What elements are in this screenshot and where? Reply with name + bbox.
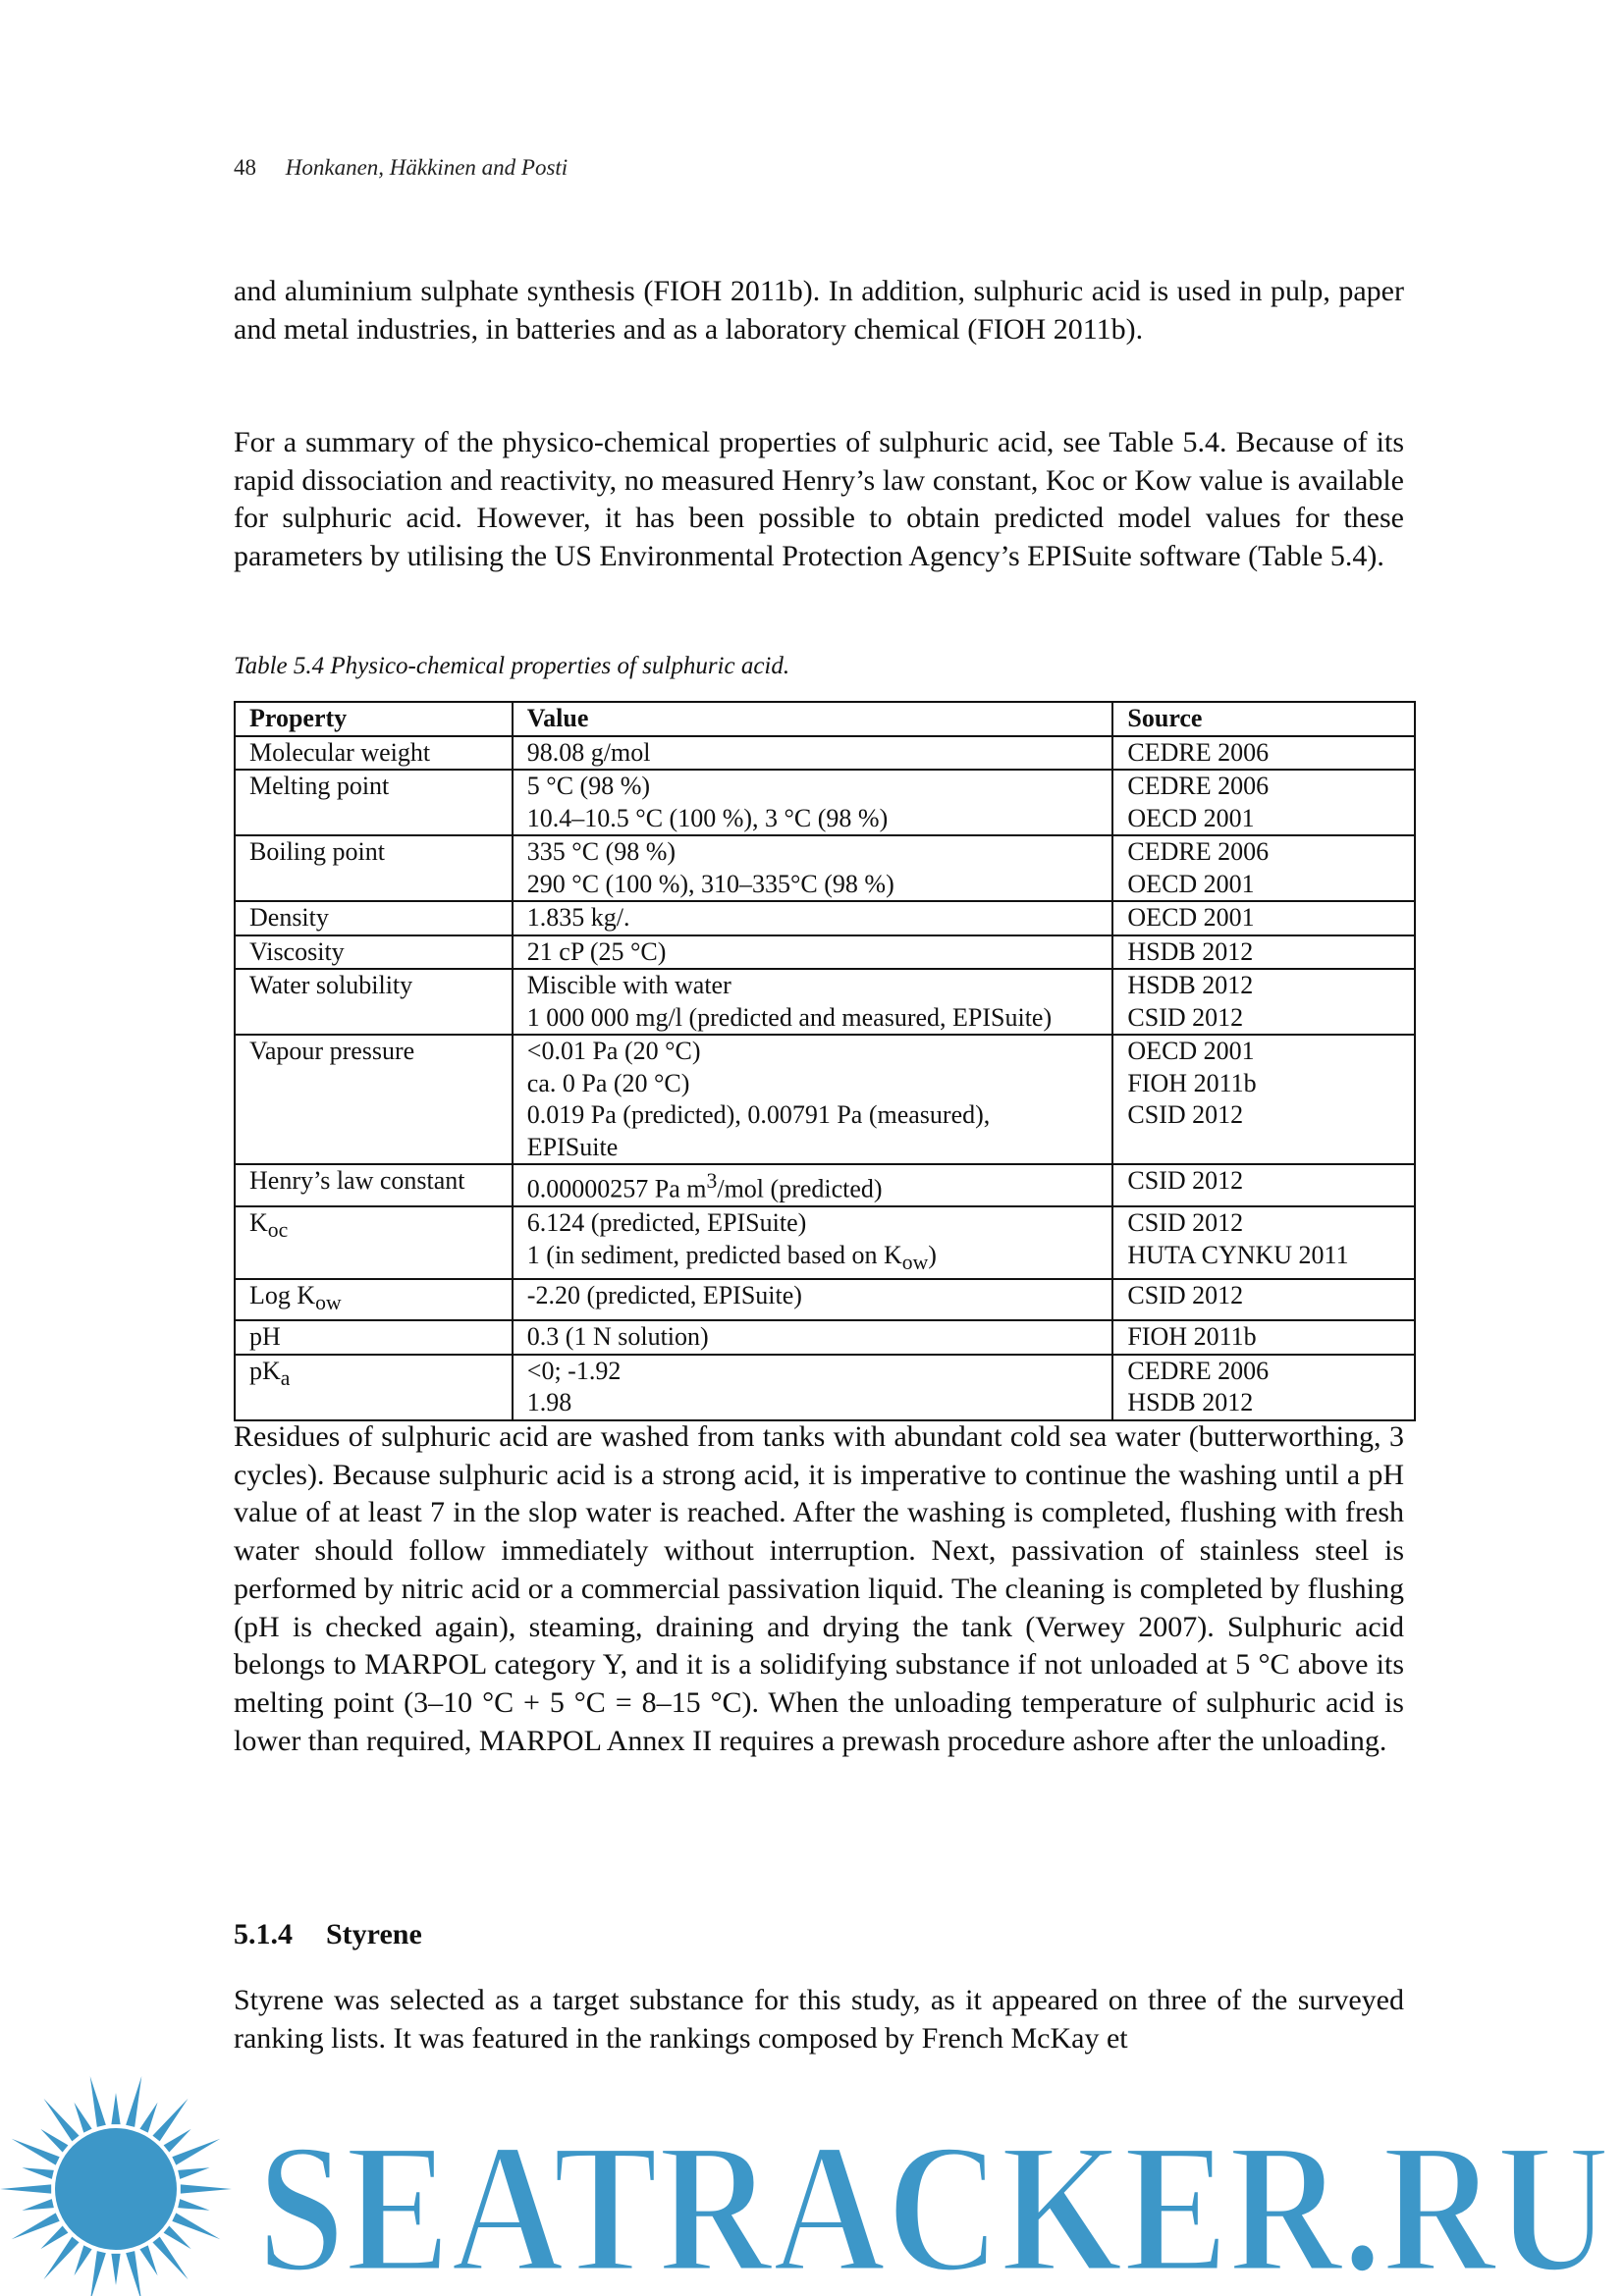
sun-ray xyxy=(40,2129,68,2153)
property-base: pK xyxy=(249,1356,281,1385)
cell-source xyxy=(1112,1035,1415,1164)
table-row xyxy=(235,1355,1415,1420)
sun-logo-icon xyxy=(0,2076,232,2296)
sun-ray xyxy=(178,2167,209,2179)
cell-property: pH xyxy=(235,1320,513,1355)
table-row xyxy=(235,969,1415,1035)
source-line: CEDRE 2006 xyxy=(1127,737,1270,767)
cell-source xyxy=(1112,1279,1415,1320)
value-line: 1 000 000 mg/l (predicted and measured, EPISuite) xyxy=(526,1002,1053,1032)
section-heading xyxy=(234,1918,422,1951)
header-property: Property xyxy=(235,702,513,736)
value-line: 1.835 kg/. xyxy=(526,903,630,932)
cell-value xyxy=(513,736,1113,771)
source-line: CEDRE 2006 xyxy=(1127,837,1270,866)
header-value: Value xyxy=(513,702,1113,736)
paragraph-intro: and aluminium sulphate synthesis (FIOH 2011b). In addition, sulphuric acid is used in pulp, paper and metal industries, in batteries and as a laboratory chemical (FIOH 2011b). xyxy=(234,275,1404,346)
page-number: 48 xyxy=(234,155,256,180)
running-header-authors: Honkanen, Häkkinen and Posti xyxy=(285,155,568,180)
sun-ray xyxy=(139,2103,157,2133)
properties-table xyxy=(234,701,1416,1421)
sun-ray xyxy=(12,2213,60,2239)
source-line: HUTA CYNKU 2011 xyxy=(1127,1240,1349,1269)
value-line: 1.98 xyxy=(526,1388,572,1417)
cell-source xyxy=(1112,1206,1415,1279)
paragraph-summary: For a summary of the physico-chemical properties of sulphuric acid, see Table 5.4. Because of its rapid dissociation and reactivity, no measured Henry’s law constant, Koc or Kow value is available for sulphuric acid. However, it has been possible to obtain predicted model values for these parameters by utilising the US Environmental Protection Agency’s EPISuite software (Table 5.4). xyxy=(234,426,1404,573)
source-line: CEDRE 2006 xyxy=(1127,772,1270,800)
cell-value xyxy=(513,1035,1113,1164)
section-number: 5.1.4 xyxy=(234,1918,293,1950)
cell-property: Melting point xyxy=(235,770,513,835)
value-line xyxy=(527,1165,1099,1205)
cell-property xyxy=(235,1279,513,1320)
cell-property: Vapour pressure xyxy=(235,1035,513,1164)
source-line: OECD 2001 xyxy=(1127,869,1255,898)
paragraph-washing: Residues of sulphuric acid are washed from tanks with abundant cold sea water (butterworthing, 3 cycles). Because sulphuric acid is a strong acid, it is imperative to continue the washing until a pH value of at least 7 in the slop water is reached. After the washing is completed, flushing with fresh water should follow immediately without interruption. Next, passivation of stainless steel is performed by nitric acid or a commercial passivation liquid. The cleaning is completed by flushing (pH is checked again), steaming, draining and drying the tank (Verwey 2007). Sulphuric acid belongs to MARPOL category Y, and it is a solidifying substance if not unloaded at 5 °C above its melting point (3–10 °C + 5 °C = 8–15 °C). When the unloading temperature of sulphuric acid is lower than required, MARPOL Annex II requires a prewash procedure ashore after the unloading. xyxy=(234,1420,1404,1757)
value-line: 21 cP (25 °C) xyxy=(526,936,667,966)
source-line: CSID 2012 xyxy=(1127,1208,1244,1238)
sun-ray xyxy=(12,2139,60,2165)
table-row xyxy=(235,1164,1415,1206)
sun-ray xyxy=(40,2225,68,2249)
sun-ray xyxy=(90,2076,106,2127)
watermark-banner xyxy=(0,2071,1624,2296)
source-line: CSID 2012 xyxy=(1127,1281,1244,1310)
sun-ray xyxy=(74,2103,91,2133)
table-row xyxy=(235,1320,1415,1355)
value-line: <0; -1.92 xyxy=(526,1356,622,1385)
henry-unit: /mol (predicted) xyxy=(717,1174,883,1203)
cell-source xyxy=(1112,1320,1415,1355)
cell-property: Viscosity xyxy=(235,935,513,970)
henry-value: 0.00000257 Pa m xyxy=(526,1174,707,1203)
sun-ray xyxy=(111,2093,120,2124)
table-row xyxy=(235,1279,1415,1320)
cell-source xyxy=(1112,1164,1415,1206)
cell-property xyxy=(235,1206,513,1279)
paragraph-styrene: Styrene was selected as a target substance for this study, as it appeared on three of the surveyed ranking lists. It was featured in the rankings composed by French McKay et xyxy=(234,1984,1404,2055)
cell-value xyxy=(513,1320,1113,1355)
source-line: CEDRE 2006 xyxy=(1127,1356,1270,1385)
sun-ray xyxy=(126,2076,141,2127)
source-line: HSDB 2012 xyxy=(1127,971,1254,999)
header-source: Source xyxy=(1112,702,1415,736)
sun-ray xyxy=(74,2245,91,2275)
value-line: 0.019 Pa (predicted), 0.00791 Pa (measured), xyxy=(526,1100,991,1129)
koc-close: ) xyxy=(928,1240,937,1269)
sun-ray xyxy=(0,2184,51,2193)
cell-property xyxy=(235,1355,513,1420)
source-line: FIOH 2011b xyxy=(1127,1068,1257,1097)
value-line: 0.3 (1 N solution) xyxy=(526,1322,709,1352)
running-header xyxy=(234,155,568,181)
table-row xyxy=(235,736,1415,771)
property-subscript: ow xyxy=(315,1291,342,1315)
source-line: OECD 2001 xyxy=(1127,803,1255,832)
koc-text: 1 (in sediment, predicted based on K xyxy=(526,1240,902,1269)
table-row xyxy=(235,901,1415,935)
value-line: 335 °C (98 %) xyxy=(526,837,677,866)
sun-ray xyxy=(22,2167,53,2179)
sun-ray xyxy=(90,2251,106,2296)
source-line: FIOH 2011b xyxy=(1127,1322,1257,1352)
cell-source xyxy=(1112,736,1415,771)
property-base: Log K xyxy=(249,1281,316,1310)
cell-property: Henry’s law constant xyxy=(235,1164,513,1206)
henry-exponent: 3 xyxy=(706,1169,718,1193)
cell-value xyxy=(513,1279,1113,1320)
cell-value xyxy=(513,935,1113,970)
source-line: HSDB 2012 xyxy=(1127,936,1254,966)
property-subscript: oc xyxy=(267,1218,289,1243)
cell-value xyxy=(513,969,1113,1035)
cell-value xyxy=(513,1355,1113,1420)
cell-value xyxy=(513,1164,1113,1206)
cell-property: Density xyxy=(235,901,513,935)
table-row xyxy=(235,1206,1415,1279)
watermark-text: SEATRACKER.RU xyxy=(257,2106,1610,2296)
cell-value xyxy=(513,1206,1113,1279)
cell-source xyxy=(1112,770,1415,835)
source-line: CSID 2012 xyxy=(1127,1166,1244,1195)
value-line: 98.08 g/mol xyxy=(526,737,651,767)
table-header-row xyxy=(235,702,1415,736)
cell-value xyxy=(513,835,1113,901)
cell-source xyxy=(1112,1355,1415,1420)
value-line xyxy=(527,1240,1099,1279)
source-line: CSID 2012 xyxy=(1127,1002,1244,1032)
cell-property: Molecular weight xyxy=(235,736,513,771)
table-caption: Table 5.4 Physico-chemical properties of sulphuric acid. xyxy=(234,653,790,679)
value-line: 5 °C (98 %) xyxy=(526,772,651,800)
sun-ray xyxy=(178,2199,209,2211)
cell-value xyxy=(513,770,1113,835)
sun-ray xyxy=(139,2245,157,2275)
table-row xyxy=(235,770,1415,835)
value-line: -2.20 (predicted, EPISuite) xyxy=(526,1281,802,1310)
sun-ray xyxy=(172,2139,220,2165)
cell-source xyxy=(1112,835,1415,901)
table-row xyxy=(235,1035,1415,1164)
value-line: <0.01 Pa (20 °C) xyxy=(526,1037,701,1065)
property-base: K xyxy=(249,1208,268,1238)
property-subscript: a xyxy=(280,1365,291,1390)
sun-ray xyxy=(164,2225,191,2249)
table-row xyxy=(235,935,1415,970)
sun-ray xyxy=(22,2199,53,2211)
value-line: ca. 0 Pa (20 °C) xyxy=(526,1068,690,1097)
source-line: OECD 2001 xyxy=(1127,1037,1255,1065)
cell-property: Boiling point xyxy=(235,835,513,901)
source-line: OECD 2001 xyxy=(1127,903,1255,932)
sun-ray xyxy=(181,2184,232,2193)
section-title: Styrene xyxy=(326,1918,422,1950)
sun-ray xyxy=(111,2254,120,2285)
source-line: CSID 2012 xyxy=(1127,1100,1244,1129)
cell-property: Water solubility xyxy=(235,969,513,1035)
cell-value xyxy=(513,901,1113,935)
cell-source xyxy=(1112,935,1415,970)
value-line: Miscible with water xyxy=(526,971,731,999)
cell-source xyxy=(1112,969,1415,1035)
value-line: 290 °C (100 %), 310–335°C (98 %) xyxy=(526,869,894,898)
koc-subscript: ow xyxy=(901,1250,929,1274)
value-line: 10.4–10.5 °C (100 %), 3 °C (98 %) xyxy=(526,803,889,832)
table-row xyxy=(235,835,1415,901)
cell-source xyxy=(1112,901,1415,935)
source-line: HSDB 2012 xyxy=(1127,1388,1254,1417)
sun-ray xyxy=(172,2213,220,2239)
sun-ray xyxy=(126,2251,141,2296)
value-line: EPISuite xyxy=(526,1132,619,1161)
value-line: 6.124 (predicted, EPISuite) xyxy=(526,1208,807,1238)
sun-ray xyxy=(164,2129,191,2153)
